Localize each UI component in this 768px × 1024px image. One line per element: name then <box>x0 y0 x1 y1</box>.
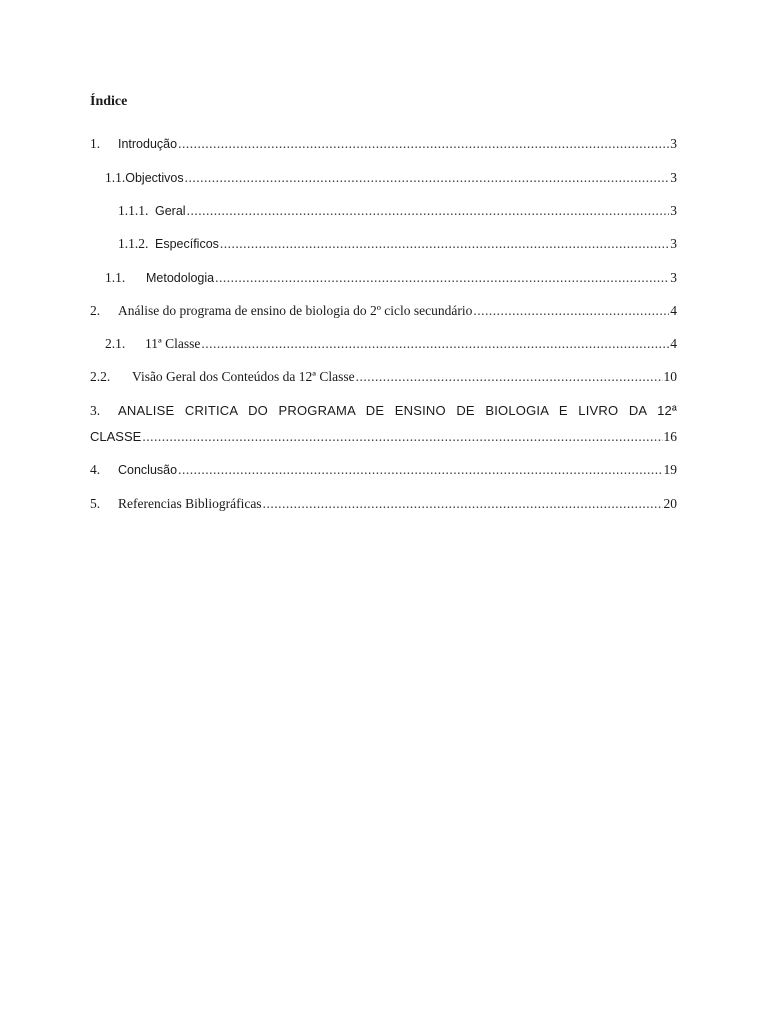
toc-entry-text: Visão Geral dos Conteúdos da 12ª Classe <box>132 369 355 384</box>
toc-entry-text: Específicos <box>155 237 219 251</box>
toc-entry-text: Geral <box>155 204 186 218</box>
toc-entry-page: 3 <box>670 170 677 185</box>
toc-entry-page: 4 <box>670 303 677 318</box>
toc-entry-number: 3. <box>90 403 101 418</box>
toc-entry-analise-critica-line1[interactable] <box>90 401 677 421</box>
toc-entry-objectivos[interactable] <box>105 168 677 188</box>
toc-entry-page: 3 <box>670 270 677 285</box>
toc-entry-especificos[interactable] <box>118 234 677 254</box>
toc-dot-leader <box>142 427 662 447</box>
toc-dot-leader <box>356 367 663 387</box>
toc-entry-number: 1.1. <box>105 270 126 285</box>
toc-entry-number: 2. <box>90 303 101 318</box>
toc-entry-number: 1.1.2. <box>118 236 149 251</box>
toc-entry-page: 19 <box>663 462 677 477</box>
toc-entry-text: Objectivos <box>125 171 184 185</box>
toc-entry-introducao[interactable] <box>90 134 677 154</box>
toc-entry-number: 1.1.1. <box>118 203 149 218</box>
toc-entry-analise-critica-line2[interactable] <box>90 427 677 447</box>
toc-entry-metodologia[interactable] <box>105 268 677 288</box>
toc-entry-number: 2.1. <box>105 336 126 351</box>
toc-entry-text: Introdução <box>118 137 178 151</box>
toc-entry-visao-geral[interactable] <box>90 367 677 387</box>
toc-entry-geral[interactable] <box>118 201 677 221</box>
toc-entry-conclusao[interactable] <box>90 460 677 480</box>
toc-dot-leader <box>187 201 670 221</box>
toc-entry-text: CLASSE <box>90 429 142 444</box>
toc-entry-page: 10 <box>663 369 677 384</box>
toc-entry-text: Metodologia <box>146 271 215 285</box>
toc-entry-text: ANALISE CRITICA DO PROGRAMA DE ENSINO DE BIOLOGIA E LIVRO DA 12ª <box>118 403 677 418</box>
toc-entry-text: Conclusão <box>118 463 178 477</box>
toc-dot-leader <box>215 268 669 288</box>
toc-entry-number: 1.1. <box>105 170 126 185</box>
toc-entry-page: 20 <box>663 496 677 511</box>
toc-dot-leader <box>178 460 662 480</box>
toc-entry-number: 2.2. <box>90 369 111 384</box>
toc-dot-leader <box>220 234 669 254</box>
toc-dot-leader <box>201 334 669 354</box>
toc-entry-page: 16 <box>663 429 677 444</box>
toc-title: Índice <box>90 94 128 109</box>
toc-entry-text: 11ª Classe <box>145 336 201 351</box>
toc-entry-number: 4. <box>90 462 101 477</box>
toc-entry-referencias[interactable] <box>90 494 677 514</box>
toc-entry-number: 5. <box>90 496 101 511</box>
toc-entry-page: 3 <box>670 236 677 251</box>
toc-entry-text: Referencias Bibliográficas <box>118 496 262 511</box>
toc-dot-leader <box>185 168 670 188</box>
toc-dot-leader <box>263 494 663 514</box>
toc-entry-number: 1. <box>90 136 101 151</box>
toc-entry-page: 3 <box>670 203 677 218</box>
toc-entry-text: Análise do programa de ensino de biologia do 2º ciclo secundário <box>118 303 473 318</box>
toc-entry-analise-programa[interactable] <box>90 301 677 321</box>
toc-dot-leader <box>178 134 669 154</box>
toc-entry-11-classe[interactable] <box>105 334 677 354</box>
toc-dot-leader <box>473 301 669 321</box>
toc-entry-page: 3 <box>670 136 677 151</box>
toc-entry-page: 4 <box>670 336 677 351</box>
